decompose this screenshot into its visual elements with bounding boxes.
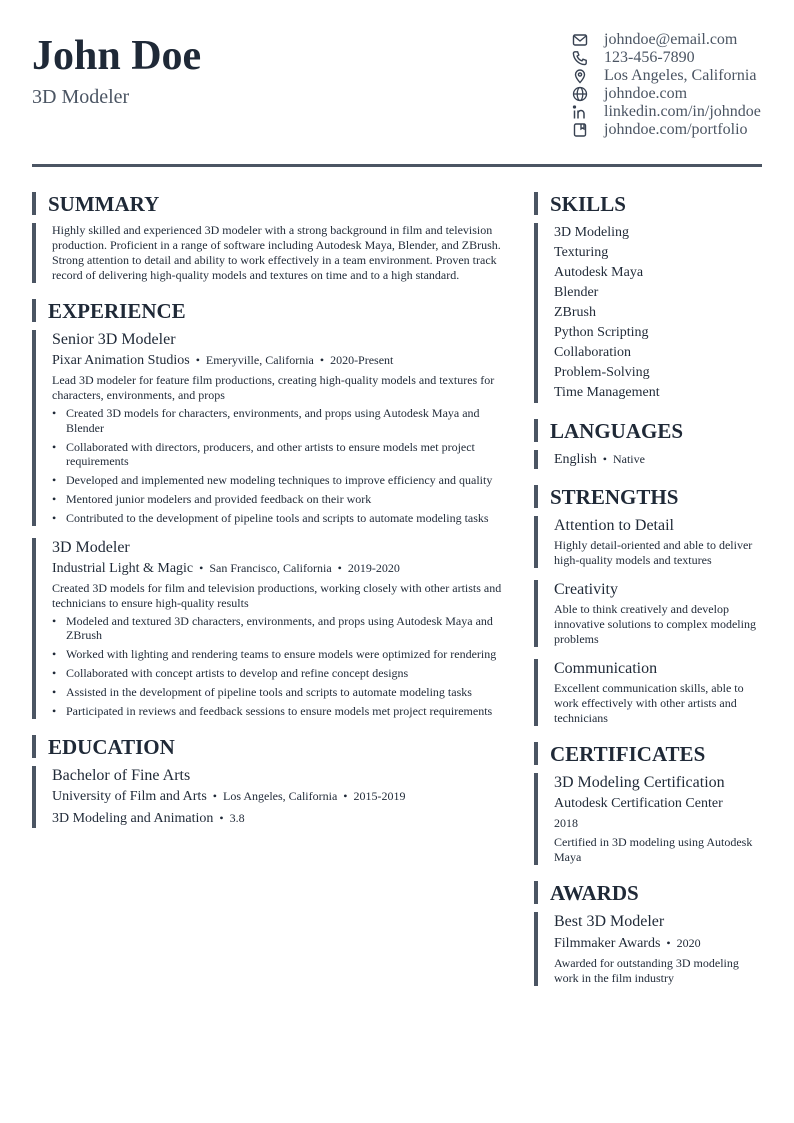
job-meta: Pixar Animation Studios • Emeryville, California • 2020-Present — [52, 353, 394, 368]
award-issuer: Filmmaker Awards — [554, 936, 661, 951]
strength-entry — [534, 580, 762, 647]
job-location: San Francisco, California — [209, 560, 332, 575]
skill-item: Texturing — [554, 245, 609, 260]
award-name: Best 3D Modeler — [554, 913, 665, 930]
list-item: • Collaborated with directors, producers, and other artists to ensure models met project requirements — [52, 440, 514, 469]
skill-item: Python Scripting — [554, 325, 649, 340]
job-dates: 2019-2020 — [347, 560, 400, 575]
skill-item: 3D Modeling — [554, 225, 630, 240]
header-divider — [32, 164, 762, 167]
skill-item: ZBrush — [554, 305, 596, 320]
certificate-name: 3D Modeling Certification — [554, 774, 725, 791]
portfolio-icon — [572, 122, 588, 138]
name-heading: John Doe — [32, 33, 202, 79]
award-entry — [534, 912, 762, 986]
experience-entry — [32, 538, 514, 719]
contact-email[interactable] — [572, 31, 762, 49]
skills-heading: SKILLS — [534, 192, 762, 215]
contact-location — [572, 67, 762, 85]
language-name: English — [554, 452, 597, 467]
summary-text: Highly skilled and experienced 3D modeler with a strong background in film and television production. Proficient in a range of software including Autodesk Maya, Blender, and ZBrush. Strong attention to detail and ability to work effectively in a team environment. Proven track record of delivering high-quality models and textures on time and to a high standard. — [52, 223, 501, 282]
globe-icon — [572, 86, 588, 102]
gpa: 3.8 — [229, 810, 245, 825]
certificate-issuer: Autodesk Certification Center — [554, 796, 723, 811]
job-meta: Industrial Light & Magic • San Francisco, California • 2019-2020 — [52, 560, 400, 576]
list-item: • Worked with lighting and rendering teams to ensure models were optimized for rendering — [52, 647, 514, 662]
skill-item: Collaboration — [554, 345, 631, 360]
contact-portfolio[interactable] — [572, 121, 762, 139]
job-bullets — [52, 406, 514, 526]
list-item: • Mentored junior modelers and provided feedback on their work — [52, 492, 514, 507]
job-dates: 2020-Present — [330, 353, 394, 367]
list-item: • Participated in reviews and feedback sessions to ensure models met project requirements — [52, 704, 514, 719]
skill-item: Blender — [554, 285, 599, 300]
job-bullets — [52, 614, 514, 719]
contact-phone-text: 123-456-7890 — [604, 49, 695, 66]
contact-linkedin[interactable] — [572, 103, 762, 121]
contact-website-text: johndoe.com — [604, 85, 688, 102]
language-level: Native — [612, 452, 645, 466]
experience-entry — [32, 330, 514, 526]
education-field-row: 3D Modeling and Animation • 3.8 — [52, 810, 245, 826]
school-name: University of Film and Arts — [52, 788, 207, 804]
contact-website[interactable] — [572, 85, 762, 103]
job-title: Senior 3D Modeler — [52, 331, 176, 348]
job-role: 3D Modeler — [32, 86, 130, 108]
school-location: Los Angeles, California — [222, 788, 338, 803]
language-item: English • Native — [554, 452, 645, 467]
skills-section — [534, 223, 762, 403]
list-item: • Collaborated with concept artists to develop and refine concept designs — [52, 666, 514, 681]
list-item: • Modeled and textured 3D characters, environments, and props using Autodesk Maya and ZBrush — [52, 614, 514, 643]
education-entry — [32, 766, 514, 828]
strength-description: Excellent communication skills, able to work effectively with other artists and technicians — [554, 681, 744, 725]
award-year: 2020 — [676, 936, 701, 950]
linkedin-icon — [572, 104, 588, 120]
location-pin-icon — [572, 68, 588, 84]
award-meta: Filmmaker Awards • 2020 — [554, 936, 701, 951]
company-name: Industrial Light & Magic — [52, 560, 194, 576]
field-of-study: 3D Modeling and Animation — [52, 810, 214, 826]
company-name: Pixar Animation Studios — [52, 353, 190, 368]
phone-icon — [572, 50, 588, 66]
skill-item: Time Management — [554, 385, 660, 400]
experience-heading: EXPERIENCE — [32, 299, 514, 322]
left-column — [32, 192, 514, 828]
education-dates: 2015-2019 — [353, 788, 406, 803]
contact-location-text: Los Angeles, California — [604, 67, 757, 84]
education-meta: University of Film and Arts • Los Angeles, California • 2015-2019 — [52, 788, 406, 804]
contact-linkedin-text: linkedin.com/in/johndoe — [604, 103, 761, 120]
strength-title: Attention to Detail — [554, 517, 674, 534]
job-description: Lead 3D modeler for feature film productions, creating high-quality models and textures for characters, environments, and props — [52, 373, 495, 402]
contact-list — [572, 31, 762, 139]
job-location: Emeryville, California — [205, 353, 314, 367]
contact-email-text: johndoe@email.com — [604, 31, 738, 48]
strength-entry — [534, 516, 762, 568]
languages-heading: LANGUAGES — [534, 419, 762, 442]
list-item: • Assisted in the development of pipeline tools and scripts to automate modeling tasks — [52, 685, 514, 700]
strength-description: Highly detail-oriented and able to deliver high-quality models and textures — [554, 538, 753, 567]
summary-section — [32, 223, 514, 283]
languages-section — [534, 450, 762, 469]
education-heading: EDUCATION — [32, 735, 514, 758]
award-description: Awarded for outstanding 3D modeling work in the film industry — [554, 956, 739, 985]
strength-entry — [534, 659, 762, 726]
job-description: Created 3D models for film and television productions, working closely with other artists and technicians to ensure high-quality results — [52, 580, 502, 610]
summary-heading: SUMMARY — [32, 192, 514, 215]
envelope-icon — [572, 32, 588, 48]
skill-item: Problem-Solving — [554, 365, 650, 380]
job-title: 3D Modeler — [52, 538, 130, 556]
strength-title: Creativity — [554, 581, 618, 598]
contact-phone[interactable] — [572, 49, 762, 67]
right-column — [534, 192, 762, 986]
strength-title: Communication — [554, 660, 658, 677]
certificate-description: Certified in 3D modeling using Autodesk Maya — [554, 835, 753, 864]
certificate-year: 2018 — [554, 816, 578, 830]
degree: Bachelor of Fine Arts — [52, 766, 191, 784]
strengths-heading: STRENGTHS — [534, 485, 762, 508]
list-item: • Contributed to the development of pipeline tools and scripts to automate modeling tasks — [52, 511, 514, 526]
awards-heading: AWARDS — [534, 881, 762, 904]
certificate-entry — [534, 773, 762, 865]
skill-item: Autodesk Maya — [554, 265, 644, 280]
strength-description: Able to think creatively and develop innovative solutions to complex modeling problems — [554, 602, 756, 646]
resume-header — [32, 30, 762, 150]
contact-portfolio-text: johndoe.com/portfolio — [604, 121, 748, 138]
list-item: • Created 3D models for characters, environments, and props using Autodesk Maya and Blender — [52, 406, 514, 435]
list-item: • Developed and implemented new modeling techniques to improve efficiency and quality — [52, 473, 514, 488]
certificates-heading: CERTIFICATES — [534, 742, 762, 765]
